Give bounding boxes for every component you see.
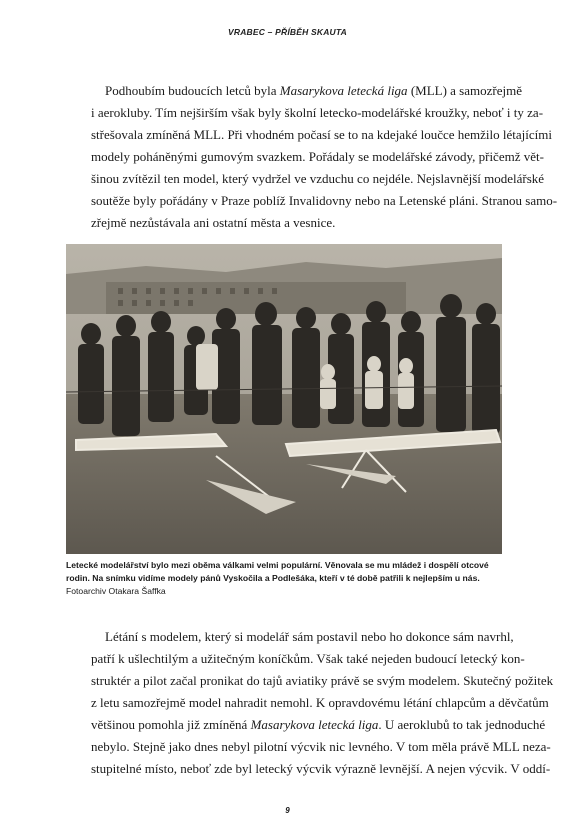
page-number: 9 [285, 806, 290, 815]
caption-line-1: Letecké modelářství bylo mezi oběma válkami velmi populární. Věnovala se mu mládež i dospělí otcové [66, 560, 489, 570]
para1-line: střešovala zmíněná MLL. Při vhodném počasí se to na kdejaké loučce hemžilo létajícími [91, 127, 552, 142]
para2-line: z letu samozřejmě model nahradit nemohl. K opravdovému létání chlapcům a děvčatům [91, 695, 549, 710]
para2-line: struktér a pilot začal pronikat do tajů aviatiky právě se svým modelem. Skutečný požitek [91, 673, 554, 688]
para2-line: Létání s modelem, který si modelář sám postavil nebo ho dokonce sám navrhl, [105, 629, 514, 644]
para2-line: patří k ušlechtilým a užitečným koníčkům. Však také nejeden budoucí letecký kon- [91, 651, 525, 666]
paragraph-modeling [91, 626, 554, 780]
figure-caption [66, 559, 502, 598]
para2-line: stupitelné místo, neboť zde byl letecký výcvik výrazně levnější. A nejen výcvik. V oddí- [91, 761, 551, 776]
para1-line: Podhoubím budoucích letců byla Masarykova letecká liga (MLL) a samozřejmě [105, 83, 522, 98]
para2-line: nebylo. Stejně jako dnes nebyl pilotní výcvik nic levného. V tom měla právě MLL neza- [91, 739, 551, 754]
para1-line: i aerokluby. Tím nejširším však byly školní letecko-modelářské kroužky, neboť i ty za- [91, 105, 544, 120]
caption-line-2: rodin. Na snímku vidíme modely pánů Vyskočila a Podlešáka, kteří v té době patřili k nejlepším u nás. [66, 573, 480, 583]
para1-line: soutěže byly pořádány v Praze poblíž Invalidovny nebo na Letenské pláni. Stranou samo- [91, 193, 558, 208]
photo-credit: Fotoarchiv Otakara Šaffka [66, 586, 166, 596]
italic-term: Masarykova letecká liga [250, 717, 379, 732]
italic-term: Masarykova letecká liga [279, 83, 408, 98]
para1-line: modely poháněnými gumovým svazkem. Pořádaly se modelářské závody, přičemž vět- [91, 149, 544, 164]
para1-line: zřejmě nezůstávala ani ostatní města a vesnice. [91, 215, 336, 230]
historical-photo [66, 244, 502, 554]
running-header: VRABEC – PŘÍBĚH SKAUTA [227, 27, 347, 37]
para1-line: šinou zvítězil ten model, který vydržel ve vzduchu co nejdéle. Nejslavnější modelářské [91, 171, 545, 186]
photo-illustration [66, 244, 502, 554]
paragraph-intro [91, 80, 558, 234]
para2-line: většinou pomohla již zmíněná Masarykova letecká liga. U aeroklubů to tak jednoduché [91, 717, 546, 732]
